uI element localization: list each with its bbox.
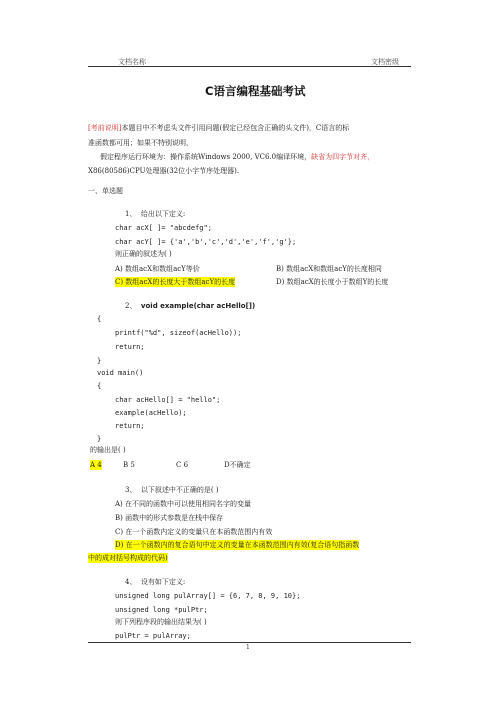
q4-code-3: pulPtr = pulArray;	[115, 632, 191, 640]
q1-option-b: B) 数组acX和数组acY的长度相同	[276, 265, 382, 273]
q1-number: 1、	[125, 210, 137, 218]
q2-option-d: D不确定	[224, 461, 251, 469]
q1-option-c: C) 数组acX的长度大于数组acY的长度	[115, 278, 236, 286]
q3-stem	[125, 485, 219, 495]
q2-code-1: {	[97, 315, 102, 323]
q3-option-d-cont: 中的成对括号构成的代码)	[88, 554, 168, 562]
q3-option-c: C) 在一个函数内定义的变量只在本函数范围内有效	[115, 528, 273, 536]
q1-option-d: D) 数组acX的长度小于数组Y的长度	[276, 278, 389, 286]
q2-code-3: return;	[115, 343, 145, 351]
intro-paragraph-1-cont: 准函数都可用；如果不特别说明，	[88, 139, 193, 147]
q1-code-line-1: char acX[ ]= "abcdefg";	[115, 224, 212, 232]
q3-option-a: A) 在不同的函数中可以使用相同名字的变量	[115, 500, 252, 508]
q2-stem	[125, 301, 255, 311]
q1-prompt: 则正确的叙述为( )	[115, 250, 172, 258]
q4-code-2: unsigned long *pulPtr;	[115, 606, 208, 614]
intro-env-text: 假定程序运行环境为：操作系统Windows 2000, VC6.0编译环境，	[100, 153, 312, 161]
intro-note-label: [考前说明]	[88, 124, 122, 132]
q2-signature: void example(char acHello[])	[140, 302, 256, 310]
q2-option-b: B 5	[123, 461, 135, 469]
q3-option-d: D) 在一个函数内的复合语句中定义的变量在本函数范围内有效(复合语句指函数	[115, 541, 360, 549]
q2-code-7: char acHello[] = "hello";	[115, 396, 221, 404]
q2-code-4: }	[97, 357, 102, 365]
q2-number: 2、	[125, 302, 137, 310]
q1-stem	[125, 209, 185, 219]
q2-code-5: void main()	[97, 369, 144, 377]
intro-paragraph-1	[88, 123, 349, 133]
q1-text: 给出以下定义:	[140, 210, 186, 218]
q1-code-line-2: char acY[ ]= {'a','b','c','d','e','f','g'};	[115, 238, 297, 246]
page-number: 1	[246, 644, 250, 651]
q2-option-c: C 6	[176, 461, 189, 469]
q3-number: 3、	[125, 486, 137, 494]
q1-option-a: A) 数组acX和数组acY等价	[115, 265, 200, 273]
q3-option-b: B) 函数中的形式参数是在栈中保存	[115, 514, 224, 522]
q4-stem	[125, 577, 185, 587]
section-heading: 一、单选题	[88, 187, 123, 195]
q2-code-9: return;	[115, 422, 145, 430]
q2-option-a: A 4	[90, 461, 102, 469]
q4-number: 4、	[125, 578, 137, 586]
header-rule	[88, 66, 411, 67]
intro-alignment-note: 缺省为四字节对齐，	[311, 153, 375, 161]
page-title: C语言编程基础考试	[205, 84, 306, 98]
q2-prompt: 的输出是( )	[90, 446, 126, 454]
intro-paragraph-2	[100, 152, 374, 162]
intro-paragraph-2-cont: X86(80586)CPU处理器(32位小字节序处理器).	[88, 167, 240, 175]
q4-text: 设有如下定义:	[140, 578, 186, 586]
q3-text: 以下叙述中不正确的是( )	[140, 486, 219, 494]
header-doc-name: 文档名称	[118, 58, 146, 66]
intro-note-text: 本题目中不考虑头文件引用问题(假定已经包含正确的头文件)，C语言的标	[121, 124, 350, 132]
q4-prompt: 则下列程序段的输出结果为( )	[115, 618, 207, 626]
q2-code-2: printf("%d", sizeof(acHello));	[115, 329, 242, 337]
q4-code-1: unsigned long pulArray[] = {6, 7, 8, 9, 10};	[115, 592, 301, 600]
q2-code-8: example(acHello);	[115, 409, 187, 417]
header-doc-classification: 文档密级	[371, 58, 399, 66]
footer-rule	[88, 642, 411, 643]
q2-code-10: }	[97, 435, 102, 443]
q2-code-6: {	[97, 382, 102, 390]
